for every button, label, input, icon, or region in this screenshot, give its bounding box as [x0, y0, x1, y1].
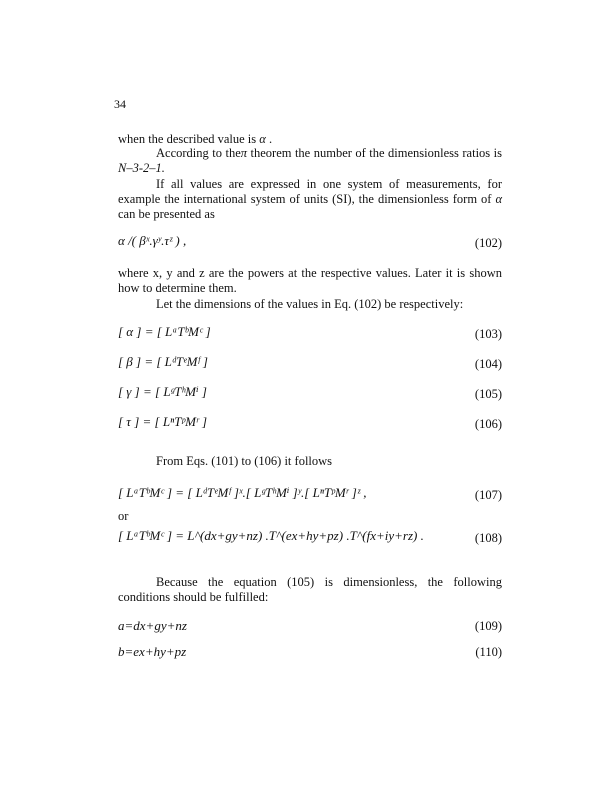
alpha-symbol: α: [259, 132, 266, 146]
formula-inline: N–3-2–1.: [118, 161, 165, 175]
equation-105: [ γ ] = [ LᵍTʰMⁱ ]: [118, 384, 207, 399]
equation-107: [ LᵃTᵇMᶜ ] = [ LᵈTᵉMᶠ ]ˣ.[ LᵍTʰMⁱ ]ʸ.[ LⁿTᵖMʳ ]ᶻ ,: [118, 485, 367, 500]
paragraph-follows: From Eqs. (101) to (106) it follows: [156, 454, 333, 468]
equation-number-105: (105): [474, 387, 502, 401]
alpha-symbol: α: [495, 192, 502, 206]
text: when the described value is: [118, 132, 260, 146]
equation-104: [ β ] = [ LᵈTᵉMᶠ ]: [118, 354, 208, 369]
paragraph-described-value: [118, 132, 502, 147]
text: theorem the number of the dimensionless ratios is: [247, 146, 502, 160]
text: According to the: [156, 146, 241, 160]
equation-number-110: (110): [475, 645, 502, 659]
equation-number-107: (107): [474, 488, 502, 502]
paragraph-dimensions: Let the dimensions of the values in Eq. (102) be respectively:: [156, 297, 464, 311]
text: If all values are expressed in one system of measurements, for example the international system of units (SI), the dimensionless form of: [118, 177, 502, 206]
paragraph-pi-theorem: [118, 146, 502, 176]
paragraph-conditions: Because the equation (105) is dimensionless, the following conditions should be fulfilled:: [118, 575, 502, 604]
equation-102: [118, 233, 186, 249]
equation-number-109: (109): [474, 619, 502, 633]
or-text: or: [118, 509, 129, 523]
page-number: 34: [114, 97, 126, 111]
equation-number-104: (104): [474, 357, 502, 371]
equation-110: b=ex+hy+pz: [118, 644, 187, 659]
equation-103: [ α ] = [ LᵃTᵇMᶜ ]: [118, 324, 211, 339]
equation-106: [ τ ] = [ LⁿTᵖMʳ ]: [118, 414, 208, 429]
paragraph-powers: where x, y and z are the powers at the respective values. Later it is shown how to determine them.: [118, 266, 502, 295]
equation-108: [ LᵃTᵇMᶜ ] = L^(dx+gy+nz) .T^(ex+hy+pz) .T^(fx+iy+rz) .: [118, 528, 424, 543]
equation-number-103: (103): [474, 327, 502, 341]
paragraph-si-units: [118, 177, 502, 222]
equation-number-106: (106): [474, 417, 502, 431]
pi-symbol: π: [240, 146, 248, 160]
equation-number-108: (108): [474, 531, 502, 545]
text: can be presented as: [118, 207, 215, 221]
equation-expression: α /( βˣ.γʸ.τᶻ ) ,: [118, 233, 187, 248]
equation-number-102: (102): [474, 236, 502, 250]
text: .: [265, 132, 273, 146]
equation-109: a=dx+gy+nz: [118, 618, 187, 633]
